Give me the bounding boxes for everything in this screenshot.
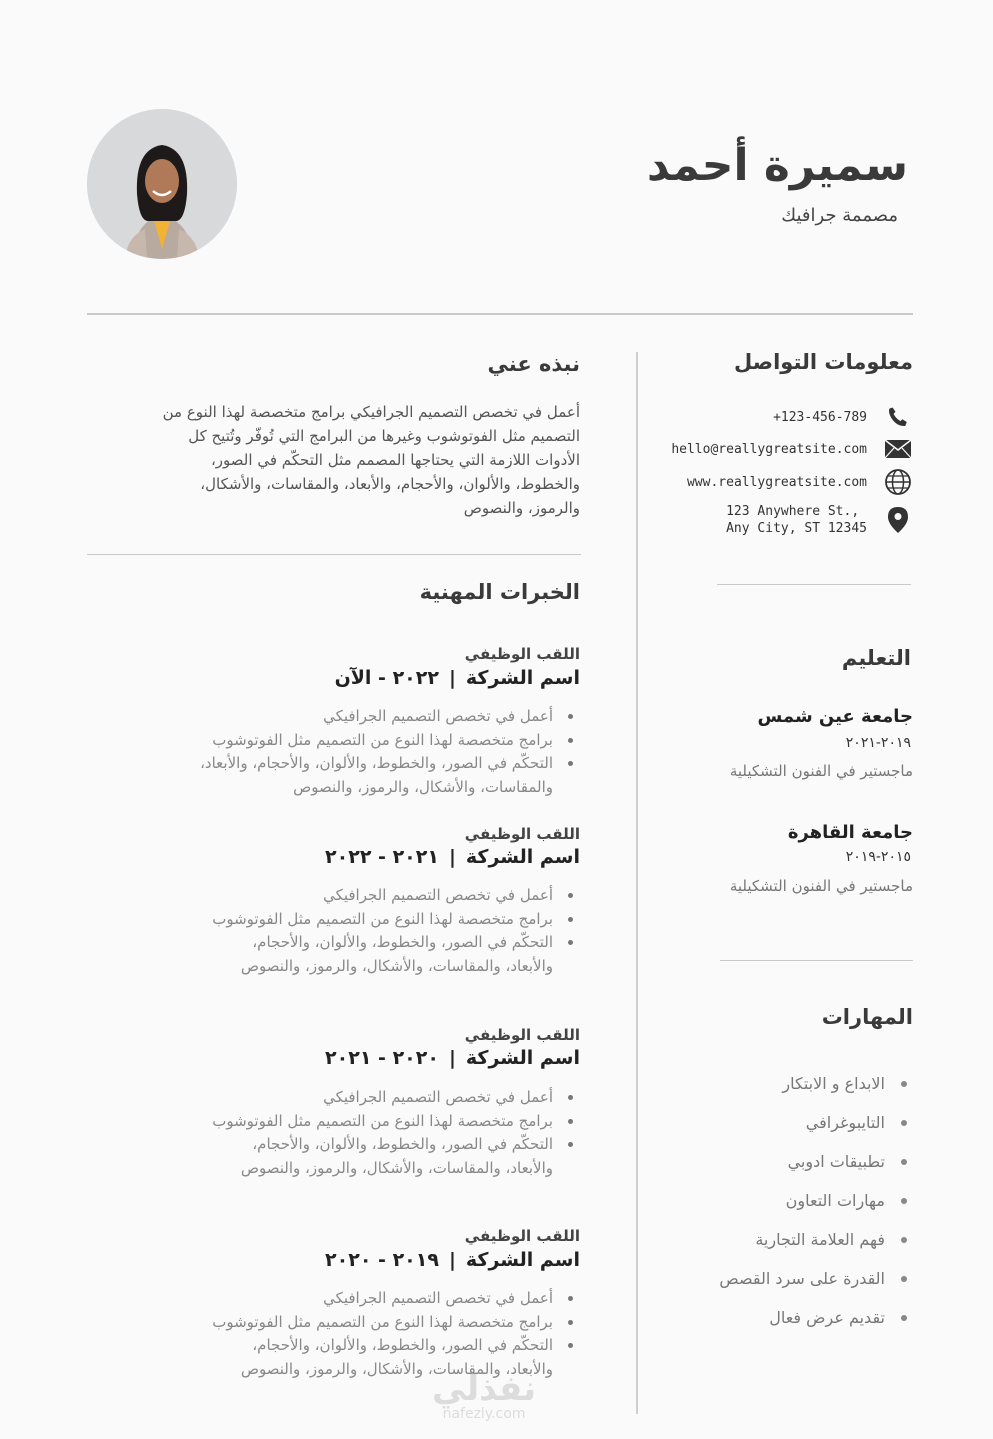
list-item: أعمل في تخصص التصميم الجرافيكي	[153, 884, 553, 908]
skill-item: الابداع و الابتكار	[782, 1074, 907, 1093]
job-bullets	[153, 884, 553, 978]
candidate-name: سميرة أحمد	[646, 140, 908, 191]
job-title-label: اللقب الوظيفي	[464, 1026, 580, 1044]
skill-item: القدرة على سرد القصص	[719, 1269, 907, 1288]
job-bullets	[153, 1287, 553, 1381]
column-divider	[636, 352, 638, 1414]
skill-item: تقديم عرض فعال	[769, 1308, 907, 1327]
profile-photo	[87, 109, 237, 259]
list-item-continuation: والمقاسات، والأشكال، والرموز، والنصوص	[293, 777, 553, 796]
job-heading: اسم الشركة|٢٠٢٠ - ٢٠٢١	[325, 1047, 580, 1069]
list-item: برامج متخصصة لهذا النوع من التصميم مثل الفوتوشوب	[153, 729, 553, 753]
contact-email[interactable]: hello@reallygreatsite.com	[673, 434, 913, 464]
about-title: نبذه عني	[487, 352, 580, 376]
education-degree: ماجستير في الفنون التشكيلية	[729, 762, 913, 780]
job-title-label: اللقب الوظيفي	[464, 1227, 580, 1245]
watermark	[432, 1369, 537, 1422]
list-item-continuation: والأبعاد، والمقاسات، والأشكال، والرموز، والنصوص	[240, 1158, 553, 1177]
skills-title: المهارات	[821, 1005, 913, 1029]
skill-item: مهارات التعاون	[786, 1191, 907, 1210]
skill-item: التايبوغرافي	[806, 1113, 907, 1132]
contact-website[interactable]: www.reallygreatsite.com	[673, 467, 913, 497]
about-divider	[87, 554, 581, 555]
address-line-2: Any City, ST 12345	[726, 521, 867, 536]
watermark-latin: nafezly.com	[442, 1406, 526, 1422]
education-university: جامعة القاهرة	[787, 822, 913, 843]
about-text: أعمل في تخصص التصميم الجرافيكي برامج متخصصة لهذا النوع من التصميم مثل الفوتوشوب وغيرها من البرامج التي تُوفّر وتُتيح كل الأدوات اللازمة التي يحتاجها المصمم مثل التحكّم في الصور، والخطوط، والألوان، والأحجام، والأبعاد، والمقاسات، والأشكال، والرموز، والنصوص	[162, 403, 580, 517]
list-item: التحكّم في الصور، والخطوط، والألوان، والأحجام،	[153, 1133, 553, 1157]
location-pin-icon	[883, 505, 913, 535]
list-item: أعمل في تخصص التصميم الجرافيكي	[153, 705, 553, 729]
education-degree: ماجستير في الفنون التشكيلية	[729, 877, 913, 895]
job-heading: اسم الشركة|٢٠٢١ - ٢٠٢٢	[325, 846, 580, 868]
list-item: التحكّم في الصور، والخطوط، والألوان، والأحجام، والأبعاد،	[153, 752, 553, 776]
contact-address	[673, 503, 913, 537]
education-list	[693, 700, 913, 910]
job-title-label: اللقب الوظيفي	[464, 645, 580, 663]
job-heading: اسم الشركة|٢٠٢٢ - الآن	[334, 667, 580, 689]
job-heading: اسم الشركة|٢٠١٩ - ٢٠٢٠	[325, 1249, 580, 1271]
phone-icon	[883, 402, 913, 432]
list-item: برامج متخصصة لهذا النوع من التصميم مثل الفوتوشوب	[153, 1311, 553, 1335]
list-item: أعمل في تخصص التصميم الجرافيكي	[153, 1086, 553, 1110]
header-divider	[87, 313, 913, 315]
candidate-role: مصممة جرافيك	[781, 205, 898, 226]
envelope-icon	[883, 434, 913, 464]
list-item: أعمل في تخصص التصميم الجرافيكي	[153, 1287, 553, 1311]
list-item: التحكّم في الصور، والخطوط، والألوان، والأحجام،	[153, 931, 553, 955]
skill-item: فهم العلامة التجارية	[755, 1230, 907, 1249]
education-university: جامعة عين شمس	[757, 706, 913, 727]
contact-divider	[717, 584, 911, 585]
list-item: التحكّم في الصور، والخطوط، والألوان، والأحجام،	[153, 1334, 553, 1358]
list-item-continuation: والأبعاد، والمقاسات، والأشكال، والرموز، والنصوص	[240, 1359, 553, 1378]
list-item: برامج متخصصة لهذا النوع من التصميم مثل الفوتوشوب	[153, 1110, 553, 1134]
globe-icon	[883, 467, 913, 497]
contact-phone[interactable]: +123-456-789	[673, 402, 913, 432]
list-item: برامج متخصصة لهذا النوع من التصميم مثل الفوتوشوب	[153, 908, 553, 932]
address-line-1: 123 Anywhere St.,	[726, 504, 860, 519]
contact-title: معلومات التواصل	[734, 350, 913, 374]
job-title-label: اللقب الوظيفي	[464, 825, 580, 843]
job-bullets	[153, 705, 553, 799]
list-item-continuation: والأبعاد، والمقاسات، والأشكال، والرموز، والنصوص	[240, 956, 553, 975]
education-years: ٢٠١٩-٢٠٢١	[845, 735, 911, 751]
skills-list	[667, 1074, 907, 1344]
contact-list	[653, 400, 913, 550]
education-divider	[720, 960, 913, 961]
education-years: ٢٠١٥-٢٠١٩	[845, 849, 911, 865]
job-bullets	[153, 1086, 553, 1180]
education-title: التعليم	[841, 646, 911, 670]
watermark-arabic: نفذلي	[432, 1369, 537, 1409]
skill-item: تطبيقات ادوبي	[788, 1152, 907, 1171]
experience-title: الخبرات المهنية	[419, 580, 580, 604]
